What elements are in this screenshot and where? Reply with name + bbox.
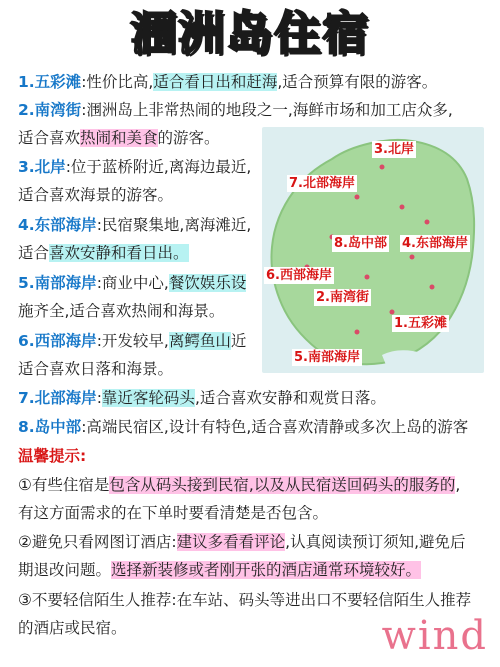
highlight: 热闹和美食 bbox=[80, 129, 158, 147]
highlight: 包含从码头接到民宿,以及从民宿送回码头的服务的 bbox=[109, 476, 456, 494]
text-line bbox=[18, 155, 251, 180]
text-line bbox=[18, 70, 437, 95]
text-line bbox=[18, 558, 421, 583]
text: ,认真阅读预订须知,避免后 bbox=[285, 533, 466, 551]
text: 开发较早, bbox=[101, 332, 169, 350]
text-line bbox=[18, 183, 173, 208]
text: 适合喜欢海景的游客。 bbox=[18, 186, 174, 204]
highlight: 餐饮娱乐设 bbox=[168, 274, 247, 292]
text: 的游客。 bbox=[157, 129, 220, 147]
text-line bbox=[18, 473, 460, 498]
item-number: 3.北岸 bbox=[18, 158, 66, 176]
text: , bbox=[455, 476, 461, 494]
text: ②避免只看网图订酒店: bbox=[18, 533, 177, 551]
highlight: 喜欢安静和看日出。 bbox=[49, 244, 189, 262]
item-number: 4.东部海岸 bbox=[18, 216, 97, 234]
text: 的酒店或民宿。 bbox=[18, 619, 127, 637]
text-line bbox=[18, 501, 328, 526]
highlight: 建议多看看评论 bbox=[176, 533, 286, 551]
text-line bbox=[18, 386, 386, 411]
text: ①有些住宿是 bbox=[18, 476, 110, 494]
text: 适合 bbox=[18, 244, 50, 262]
separator: : bbox=[96, 389, 102, 407]
title-band bbox=[0, 0, 500, 66]
text: 涠洲岛上非常热闹的地段之一,海鲜市场和加工店众多, bbox=[86, 101, 453, 119]
watermark: wind bbox=[381, 613, 488, 659]
text-line bbox=[18, 299, 224, 324]
text: 近 bbox=[230, 332, 247, 350]
separator: : bbox=[96, 216, 102, 234]
text-line bbox=[18, 126, 220, 151]
separator: : bbox=[65, 158, 71, 176]
text-line bbox=[18, 329, 246, 354]
map-label-nanwan-street: 2.南湾街 bbox=[316, 290, 369, 305]
map-label-west-coast: 6.西部海岸 bbox=[266, 268, 332, 283]
item-number: 5.南部海岸 bbox=[18, 274, 97, 292]
text: 民宿聚集地,离海滩近, bbox=[101, 216, 252, 234]
text: 高端民宿区,设计有特色,适合喜欢清静或多次上岛的游客 bbox=[86, 418, 469, 436]
text: ,适合喜欢安静和观赏日落。 bbox=[194, 389, 386, 407]
text-line bbox=[18, 271, 246, 296]
text-line bbox=[18, 415, 468, 440]
text: 性价比高, bbox=[86, 73, 154, 91]
text: 期退改问题。 bbox=[18, 561, 112, 579]
map-label-south-coast: 5.南部海岸 bbox=[294, 350, 360, 365]
highlight: 靠近客轮码头 bbox=[101, 389, 195, 407]
separator: : bbox=[96, 332, 102, 350]
text: 施齐全,适合喜欢热闹和海景。 bbox=[18, 302, 225, 320]
text-line bbox=[18, 530, 466, 555]
map-label-north-coast: 7.北部海岸 bbox=[289, 176, 355, 191]
map-label-east-coast: 4.东部海岸 bbox=[402, 236, 468, 251]
item-number: 1.五彩滩 bbox=[18, 73, 82, 91]
text-line bbox=[18, 98, 453, 123]
map-label-north-shore: 3.北岸 bbox=[374, 142, 414, 157]
text-line bbox=[18, 444, 86, 469]
text: 位于蓝桥附近,离海边最近, bbox=[70, 158, 252, 176]
title-part-2: 住宿 bbox=[274, 6, 370, 60]
text: 有这方面需求的在下单时要看清楚是否包含。 bbox=[18, 504, 329, 522]
text-line bbox=[18, 213, 251, 238]
text-line bbox=[18, 616, 127, 641]
separator: : bbox=[96, 274, 102, 292]
item-number: 8.岛中部 bbox=[18, 418, 82, 436]
text-line bbox=[18, 357, 173, 382]
map-label-wucaitan: 1.五彩滩 bbox=[394, 316, 447, 331]
tips-heading: 温馨提示: bbox=[18, 447, 87, 465]
text: 适合喜欢 bbox=[18, 129, 81, 147]
separator: : bbox=[81, 101, 87, 119]
item-number: 7.北部海岸 bbox=[18, 389, 97, 407]
highlight: 适合看日出和赶海 bbox=[153, 73, 278, 91]
item-number: 6.西部海岸 bbox=[18, 332, 97, 350]
text: ③不要轻信陌生人推荐:在车站、码头等进出口不要轻信陌生人推荐 bbox=[18, 591, 472, 609]
map-label-island-center: 8.岛中部 bbox=[334, 236, 387, 251]
item-number: 2.南湾街 bbox=[18, 101, 82, 119]
page-title bbox=[130, 2, 370, 64]
title-part-1: 涠洲岛 bbox=[130, 6, 274, 60]
highlight: 选择新装修或者刚开张的酒店通常环境较好。 bbox=[111, 561, 422, 579]
highlight: 离鳄鱼山 bbox=[168, 332, 231, 350]
text: 商业中心, bbox=[101, 274, 169, 292]
separator: : bbox=[81, 73, 87, 91]
island-map bbox=[262, 127, 484, 373]
text-line bbox=[18, 588, 471, 613]
separator: : bbox=[81, 418, 87, 436]
text: 适合喜欢日落和海景。 bbox=[18, 360, 174, 378]
text: ,适合预算有限的游客。 bbox=[277, 73, 438, 91]
text-line bbox=[18, 241, 189, 266]
